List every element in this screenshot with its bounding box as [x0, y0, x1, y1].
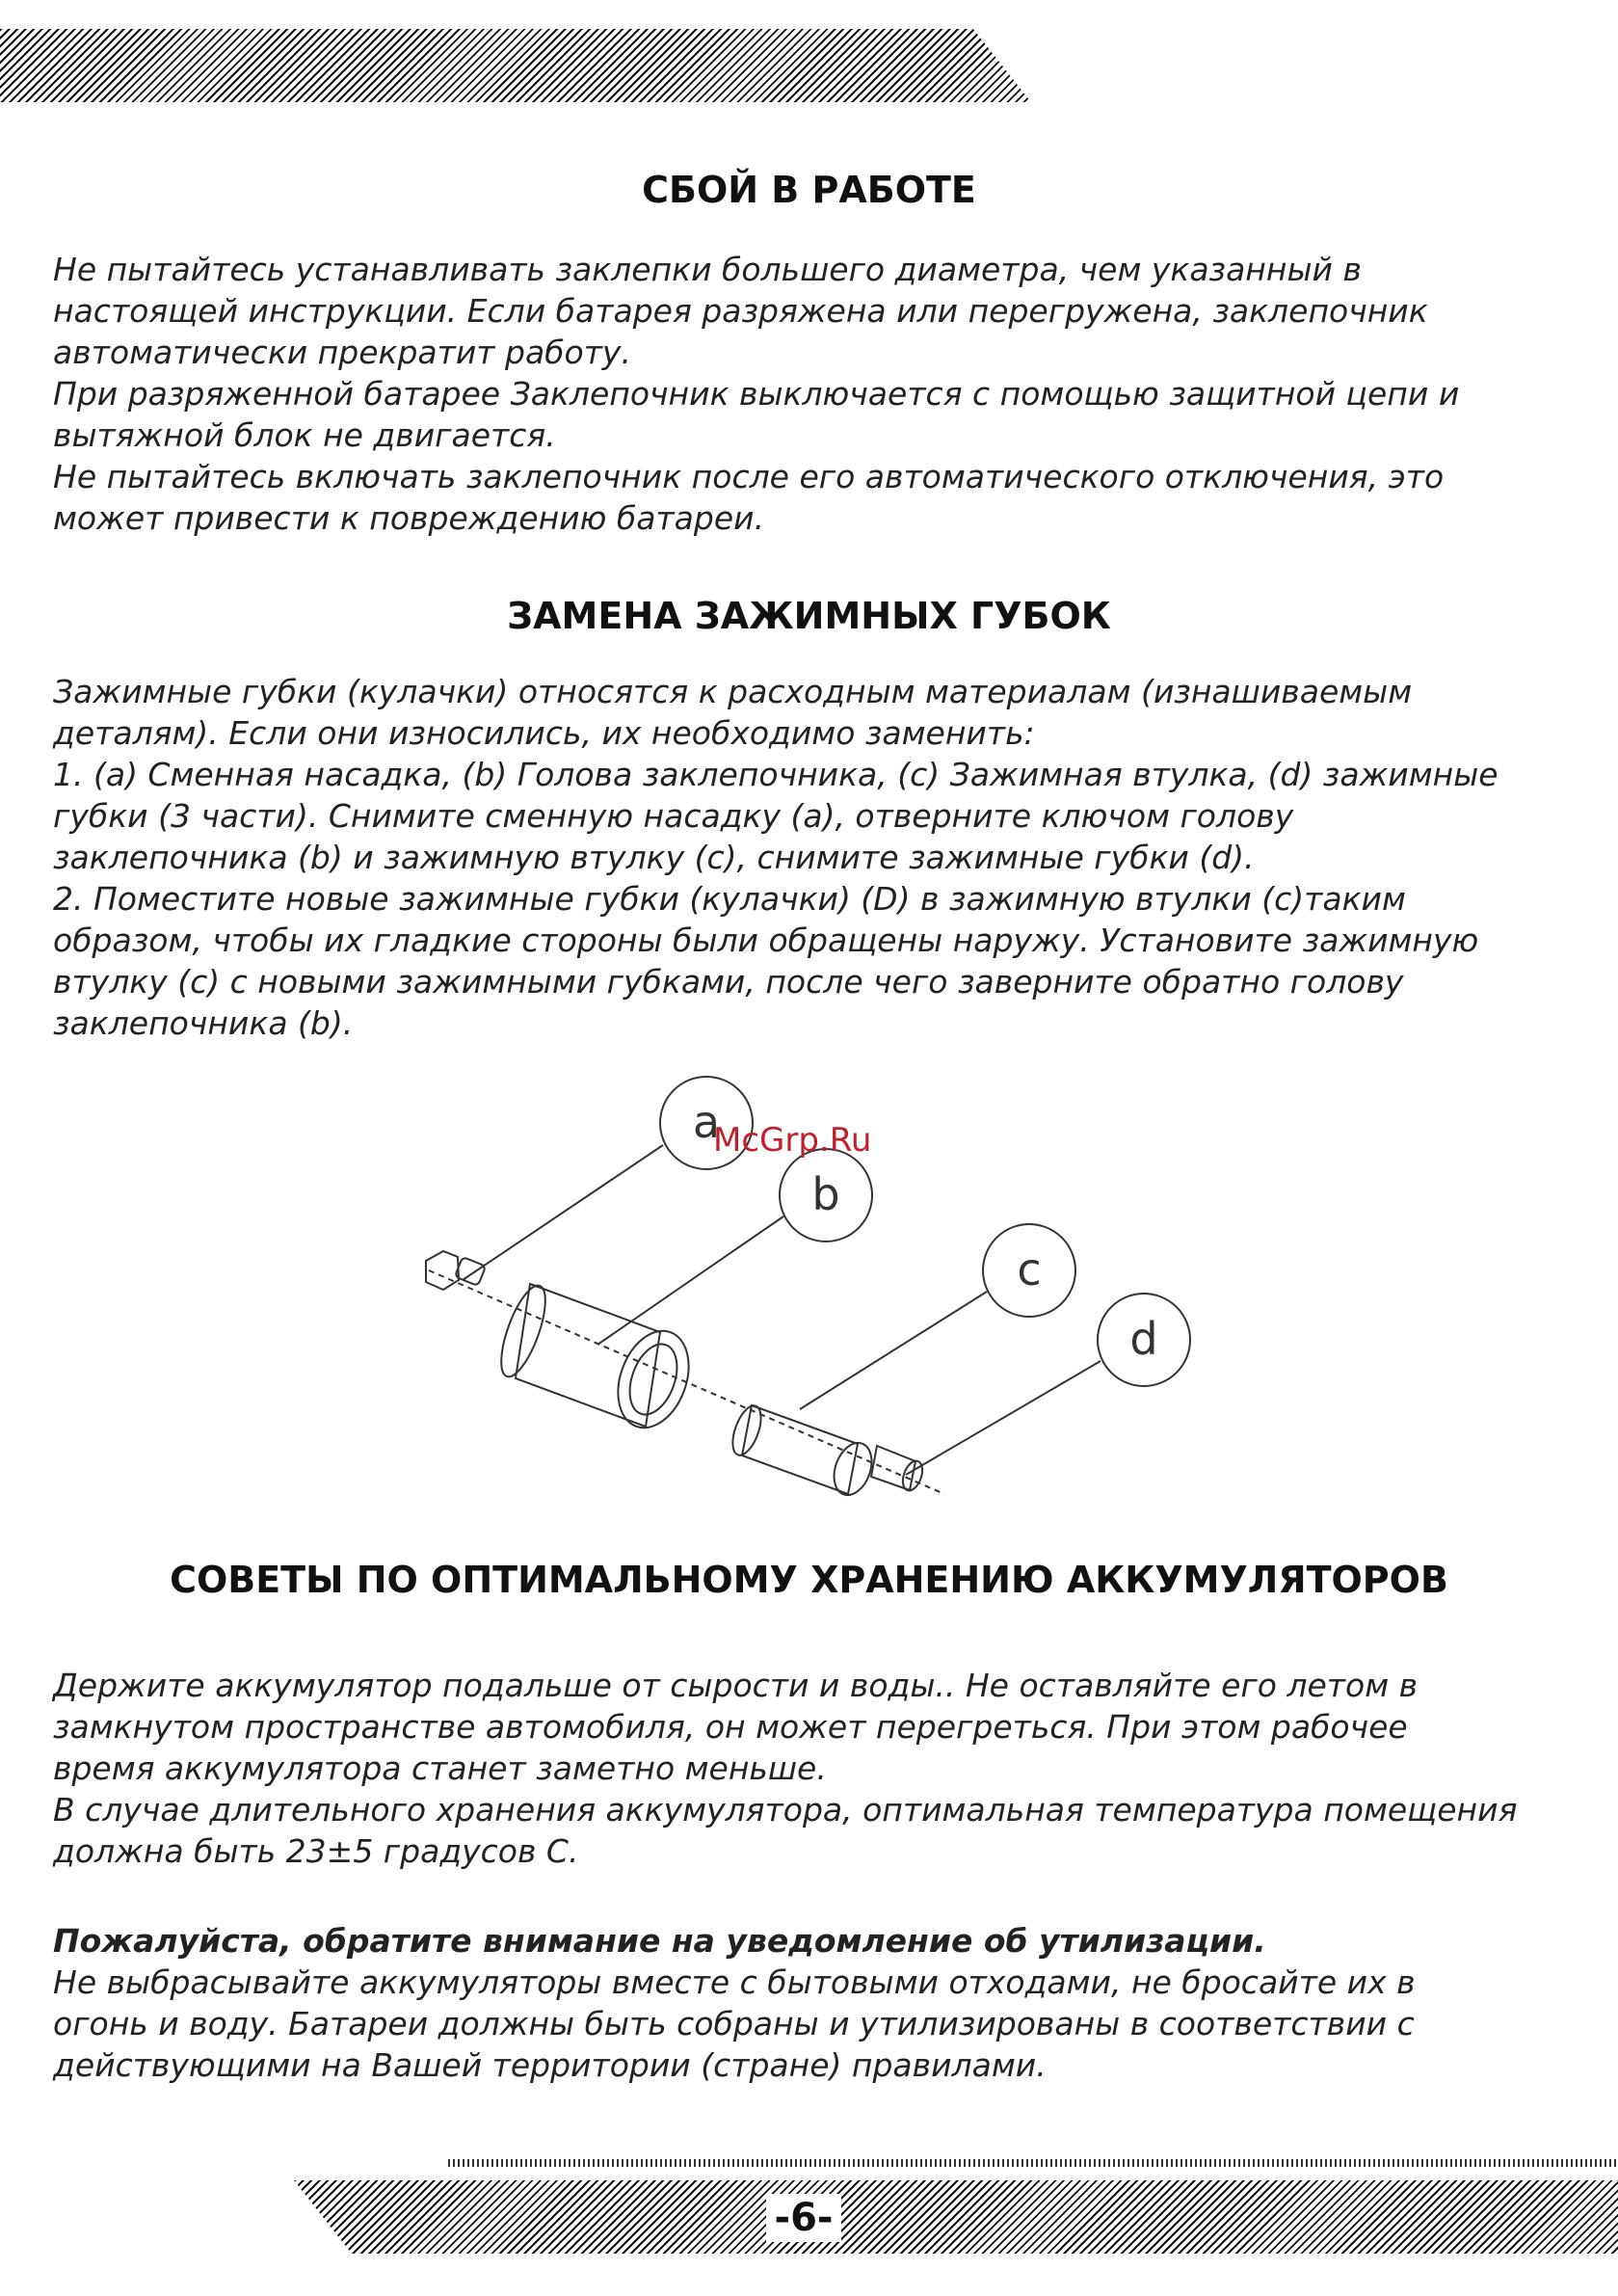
text-line: В случае длительного хранения аккумулятора, оптимальная температура помещения	[53, 1791, 1518, 1829]
section-title-jaw-replacement: ЗАМЕНА ЗАЖИМНЫХ ГУБОК	[507, 595, 1111, 637]
label-a: a	[692, 1096, 721, 1148]
text-line: При разряженной батарее Заклепочник выключается с помощью защитной цепи и	[53, 375, 1460, 413]
disposal-notice	[53, 1920, 1576, 2086]
text-line: вытяжной блок не двигается.	[53, 416, 556, 454]
text-line: втулку (c) с новыми зажимными губками, после чего заверните обратно голову	[53, 963, 1404, 1001]
text-line: деталям). Если они износились, их необходимо заменить:	[53, 714, 1035, 752]
text-line: действующими на Вашей территории (стране) правилами.	[53, 2046, 1047, 2084]
text-line: может привести к повреждению батареи.	[53, 499, 765, 537]
text-line: Держите аккумулятор подальше от сырости и воды.. Не оставляйте его летом в	[53, 1667, 1419, 1704]
text-line: замкнутом пространстве автомобиля, он может перегреться. При этом рабочее	[53, 1708, 1408, 1746]
label-b: b	[811, 1168, 840, 1220]
text-line: время аккумулятора станет заметно меньше.	[53, 1749, 827, 1787]
section-title-battery-storage: СОВЕТЫ ПО ОПТИМАЛЬНОМУ ХРАНЕНИЮ АККУМУЛЯТОРОВ	[170, 1559, 1448, 1601]
text-line: 2. Поместите новые зажимные губки (кулачки) (D) в зажимную втулки (c)таким	[53, 880, 1406, 918]
text-line: 1. (a) Сменная насадка, (b) Голова заклепочника, (c) Зажимная втулка, (d) зажимные	[53, 756, 1499, 793]
text-line: образом, чтобы их гладкие стороны были обращены наружу. Установите зажимную	[53, 921, 1479, 959]
part-c-sleeve	[727, 1402, 878, 1501]
text-line: заклепочника (b).	[53, 1004, 354, 1042]
leader-line-c	[800, 1292, 987, 1409]
label-c: c	[1017, 1243, 1042, 1295]
section-body-battery-storage	[53, 1665, 1576, 1872]
leader-line-a	[463, 1145, 663, 1280]
text-line: губки (3 части). Снимите сменную насадку (a), отверните ключом голову	[53, 797, 1294, 835]
part-b-head	[492, 1281, 702, 1438]
section-title-malfunction: СБОЙ В РАБОТЕ	[642, 169, 976, 211]
section-body-jaw-replacement	[53, 671, 1576, 1044]
text-line: Не выбрасывайте аккумуляторы вместе с бытовыми отходами, не бросайте их в	[53, 1963, 1416, 2001]
text-line: настоящей инструкции. Если батарея разряжена или перегружена, заклепочник	[53, 292, 1428, 330]
footer-dotted-rule	[448, 2159, 1618, 2167]
header-hatch-band	[0, 29, 1031, 102]
leader-line-b	[597, 1216, 783, 1345]
leader-line-d	[906, 1361, 1101, 1475]
text-line: огонь и воду. Батареи должны быть собраны и утилизированы в соответствии с	[53, 2005, 1415, 2042]
text-line: Не пытайтесь устанавливать заклепки большего диаметра, чем указанный в	[53, 251, 1362, 288]
label-d: d	[1129, 1313, 1158, 1365]
page-number: -6-	[766, 2194, 841, 2242]
footer-hatch-band	[294, 2180, 1618, 2254]
text-line: должна быть 23±5 градусов С.	[53, 1832, 579, 1870]
section-body-malfunction	[53, 249, 1576, 539]
text-line: Не пытайтесь включать заклепочник после его автоматического отключения, это	[53, 458, 1445, 495]
text-line: автоматически прекратит работу.	[53, 334, 631, 371]
text-line: Зажимные губки (кулачки) относятся к расходным материалам (изнашиваемым	[53, 673, 1413, 710]
text-line: заклепочника (b) и зажимную втулку (c), снимите зажимные губки (d).	[53, 839, 1255, 876]
watermark: McGrp.Ru	[713, 1121, 872, 1160]
notice-title: Пожалуйста, обратите внимание на уведомление об утилизации.	[53, 1922, 1266, 1960]
part-d-jaws	[871, 1446, 926, 1493]
